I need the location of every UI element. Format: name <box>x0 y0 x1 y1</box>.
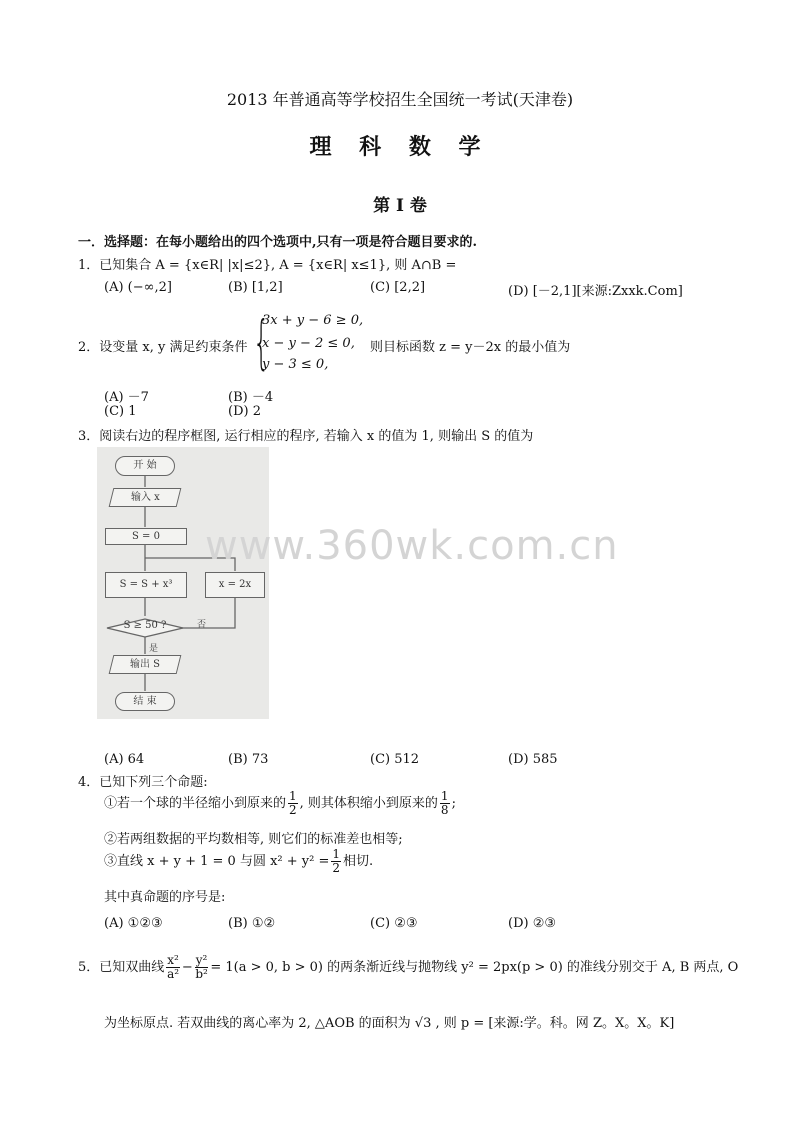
watermark: www.360wk.com.cn <box>205 523 619 569</box>
flow-yes-label: 是 <box>149 644 159 654</box>
q5-minus: − <box>181 960 193 975</box>
q1-option-b: (B) [1,2] <box>228 280 283 295</box>
q3-option-c: (C) 512 <box>370 752 420 767</box>
frac-den: b² <box>195 967 208 981</box>
flow-output <box>109 655 182 674</box>
fraction-x2a2 <box>166 954 180 981</box>
q5-line-2: 为坐标原点. 若双曲线的离心率为 2, △AOB 的面积为 √3 , 则 p = [来源:学。科。网 Z。X。X。K] <box>104 1016 675 1031</box>
q2-stem-a: 2．设变量 x, y 满足约束条件 <box>78 340 248 355</box>
flow-double: x = 2x <box>205 572 265 598</box>
flow-init: S = 0 <box>105 528 187 545</box>
flow-start: 开 始 <box>115 456 175 476</box>
frac-den: 2 <box>289 803 297 817</box>
constraint-brace: { <box>253 308 270 376</box>
flow-condition: S ≥ 50 ? <box>123 620 167 631</box>
q4-ask: 其中真命题的序号是: <box>104 890 226 905</box>
flow-output-label: 输出 S <box>129 659 161 670</box>
frac-num: 1 <box>332 847 341 861</box>
q4-p3a: ③直线 x + y + 1 = 0 与圆 x² + y² = <box>104 854 330 869</box>
frac-den: a² <box>167 967 180 981</box>
q2-option-c: (C) 1 <box>104 404 137 419</box>
q1-stem: 1．已知集合 A = {x∈R| |x|≤2}, A = {x∈R| x≤1}, 则 A∩B = <box>78 258 457 273</box>
q2-option-a: (A) －7 <box>104 390 149 405</box>
frac-num: 1 <box>289 789 297 803</box>
q2-option-d: (D) 2 <box>228 404 261 419</box>
flow-input <box>109 488 182 507</box>
frac-num: y² <box>195 953 208 967</box>
q2-constraint-3: y − 3 ≤ 0, <box>262 357 329 372</box>
q3-option-a: (A) 64 <box>104 752 145 767</box>
q2-constraint-2: x − y − 2 ≤ 0, <box>262 336 355 351</box>
fraction-y2b2 <box>195 954 209 981</box>
q4-p1a: ①若一个球的半径缩小到原来的 <box>104 796 287 811</box>
fraction-half-2 <box>331 848 341 875</box>
q1-option-c: (C) [2,2] <box>370 280 426 295</box>
q2-stem-b: 则目标函数 z = y－2x 的最小值为 <box>370 340 571 355</box>
q5-line-1 <box>78 954 738 981</box>
q2-option-b: (B) －4 <box>228 390 274 405</box>
q3-option-d: (D) 585 <box>508 752 558 767</box>
q4-option-b: (B) ①② <box>228 916 276 931</box>
flow-end: 结 束 <box>115 692 175 711</box>
q5-b: = 1(a > 0, b > 0) 的两条渐近线与抛物线 y² = 2px(p > 0) 的准线分别交于 A, B 两点, O <box>210 960 739 975</box>
frac-num: 1 <box>440 789 449 803</box>
frac-den: 8 <box>440 803 449 817</box>
q4-prop-3 <box>104 848 373 875</box>
q1-option-a: (A) (−∞,2] <box>104 280 172 295</box>
q3-option-b: (B) 73 <box>228 752 269 767</box>
q4-option-a: (A) ①②③ <box>104 916 163 931</box>
q4-option-d: (D) ②③ <box>508 916 557 931</box>
q1-option-d: (D) [－2,1][来源:Zxxk.Com] <box>508 284 683 299</box>
volume-title: 第 I 卷 <box>373 196 427 216</box>
q4-p1b: , 则其体积缩小到原来的 <box>299 796 438 811</box>
subject-title: 理 科 数 学 <box>309 134 491 160</box>
flow-update: S = S + x³ <box>105 572 187 598</box>
q3-stem: 3．阅读右边的程序框图, 运行相应的程序, 若输入 x 的值为 1, 则输出 S 的值为 <box>78 429 534 444</box>
q4-p1c: ; <box>451 796 456 811</box>
q2-constraint-1: 3x + y − 6 ≥ 0, <box>262 313 364 328</box>
frac-den: 2 <box>332 861 341 875</box>
flowchart <box>97 447 269 719</box>
q4-stem: 4．已知下列三个命题: <box>78 775 208 790</box>
exam-title: 2013 年普通高等学校招生全国统一考试(天津卷) <box>226 90 574 109</box>
q4-p3b: 相切. <box>343 854 374 869</box>
section-heading: 一．选择题：在每小题给出的四个选项中,只有一项是符合题目要求的. <box>78 235 478 250</box>
q4-option-c: (C) ②③ <box>370 916 418 931</box>
q5-a: 5．已知双曲线 <box>78 960 165 975</box>
fraction-eighth <box>440 790 450 817</box>
frac-num: x² <box>167 953 179 967</box>
flow-input-label: 输入 x <box>130 492 160 503</box>
q4-prop-1 <box>104 790 456 817</box>
q4-prop-2: ②若两组数据的平均数相等, 则它们的标准差也相等; <box>104 832 403 847</box>
flow-no-label: 否 <box>197 620 207 630</box>
fraction-half <box>288 790 298 817</box>
